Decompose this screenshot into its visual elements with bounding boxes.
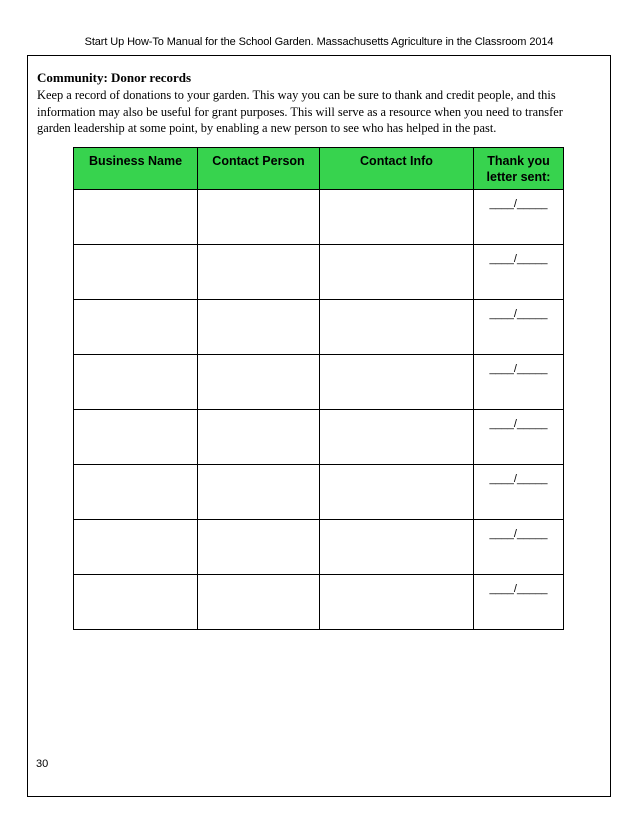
table-row [74, 355, 564, 410]
letter-sent-cell [474, 190, 564, 245]
contact-info-cell [320, 355, 474, 410]
letter-sent-date-blank: ____/_____ [489, 528, 548, 540]
contact-person-cell [198, 300, 320, 355]
table-row [74, 190, 564, 245]
intro-line: information may also be useful for grant purposes. This will serve as a resource when you need to transfer [37, 104, 563, 119]
intro-line: garden leadership at some point, by enabling a new person to see who has helped in the past. [37, 121, 497, 135]
letter-sent-cell [474, 465, 564, 520]
business-name-cell [74, 520, 198, 575]
contact-person-cell [198, 575, 320, 630]
table-row [74, 410, 564, 465]
intro-paragraph [37, 87, 597, 137]
business-name-cell [74, 245, 198, 300]
contact-person-cell [198, 245, 320, 300]
contact-info-cell [320, 465, 474, 520]
contact-person-cell [198, 465, 320, 520]
letter-sent-date-blank: ____/_____ [489, 473, 548, 485]
contact-person-cell [198, 355, 320, 410]
table-row [74, 520, 564, 575]
section-heading: Community: Donor records [37, 70, 192, 85]
intro-line: Keep a record of donations to your garden. This way you can be sure to thank and credit people, and this [37, 88, 556, 102]
column-header-contact-person: Contact Person [198, 148, 320, 190]
business-name-cell [74, 300, 198, 355]
table-header-row [74, 148, 564, 190]
column-header-contact-info: Contact Info [320, 148, 474, 190]
business-name-cell [74, 355, 198, 410]
letter-sent-date-blank: ____/_____ [489, 418, 548, 430]
letter-sent-cell [474, 520, 564, 575]
letter-sent-cell [474, 245, 564, 300]
contact-info-cell [320, 300, 474, 355]
letter-sent-date-blank: ____/_____ [489, 253, 548, 265]
contact-info-cell [320, 575, 474, 630]
contact-person-cell [198, 410, 320, 465]
contact-info-cell [320, 520, 474, 575]
letter-sent-date-blank: ____/_____ [489, 583, 548, 595]
table-row [74, 300, 564, 355]
column-header-business-name: Business Name [74, 148, 198, 190]
donor-records-table [73, 147, 564, 630]
letter-sent-cell [474, 575, 564, 630]
letter-sent-date-blank: ____/_____ [489, 363, 548, 375]
contact-info-cell [320, 410, 474, 465]
contact-person-cell [198, 190, 320, 245]
letter-sent-cell [474, 410, 564, 465]
table-row [74, 465, 564, 520]
business-name-cell [74, 410, 198, 465]
column-header-thank-you-sent: Thank you letter sent: [474, 148, 564, 190]
running-header: Start Up How-To Manual for the School Garden. Massachusetts Agriculture in the Classroom 2014 [84, 36, 554, 48]
business-name-cell [74, 465, 198, 520]
contact-info-cell [320, 190, 474, 245]
contact-person-cell [198, 520, 320, 575]
letter-sent-date-blank: ____/_____ [489, 198, 548, 210]
table-row [74, 245, 564, 300]
page-number: 30 [36, 758, 49, 770]
letter-sent-cell [474, 300, 564, 355]
contact-info-cell [320, 245, 474, 300]
letter-sent-date-blank: ____/_____ [489, 308, 548, 320]
business-name-cell [74, 575, 198, 630]
business-name-cell [74, 190, 198, 245]
table-row [74, 575, 564, 630]
letter-sent-cell [474, 355, 564, 410]
